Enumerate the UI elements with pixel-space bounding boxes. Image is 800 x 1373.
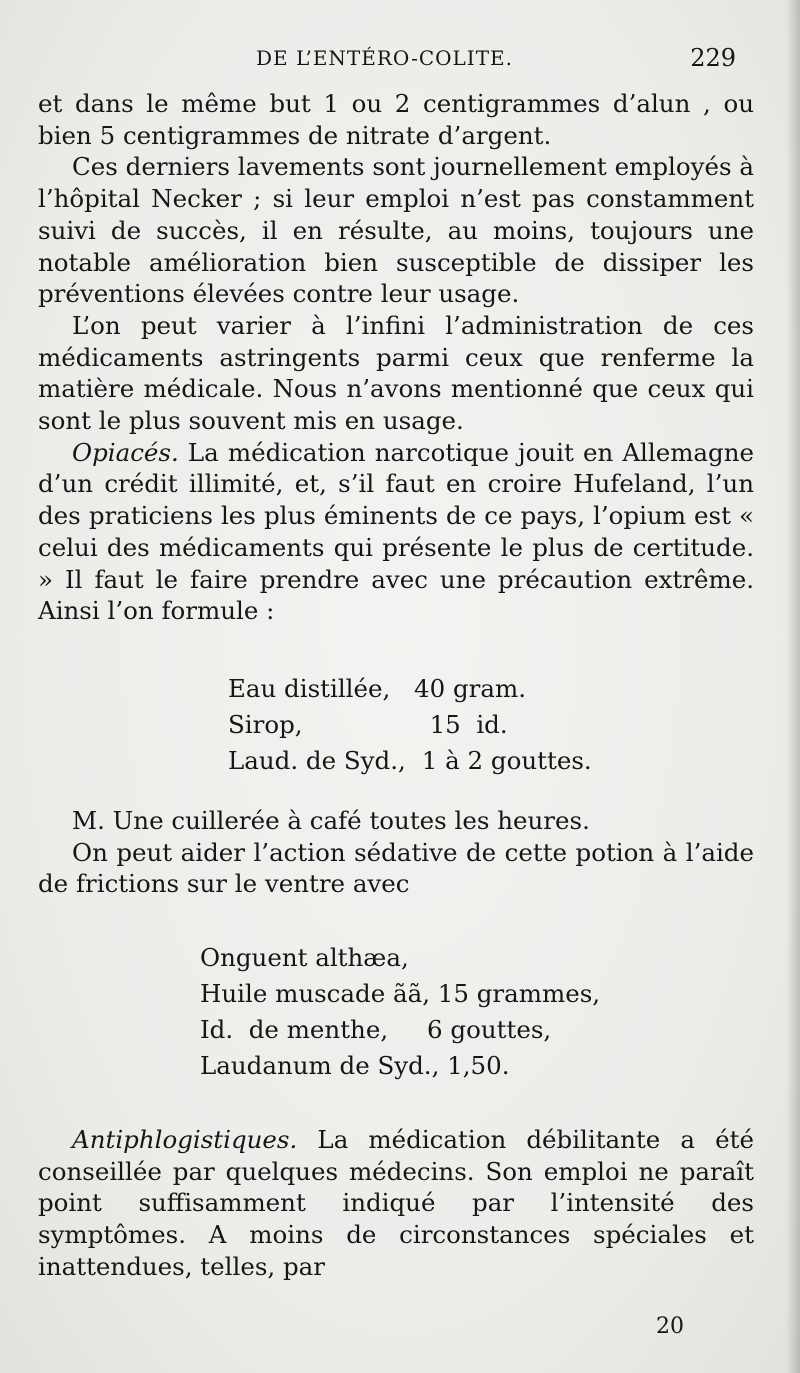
paragraph-antiphlogistiques bbox=[38, 1124, 754, 1283]
page-header bbox=[0, 44, 800, 80]
ingredient: Sirop, bbox=[228, 709, 303, 739]
section-heading-opiaces: Opiacés. bbox=[72, 437, 179, 467]
paragraph-frictions: On peut aider l’action sédative de cette potion à l’aide de frictions sur le ventre avec bbox=[38, 837, 754, 899]
ingredient: Laud. de Syd., bbox=[228, 745, 406, 775]
ingredient: Eau distillée, bbox=[228, 673, 391, 703]
formula-frictions bbox=[38, 940, 754, 1084]
formula-row bbox=[228, 707, 754, 743]
paragraph-1: et dans le même but 1 ou 2 centigrammes d’alun , ou bien 5 centigrammes de nitrate d’argent. bbox=[38, 89, 754, 150]
formula-line: Onguent althæa, bbox=[200, 943, 409, 973]
paragraph-opiaces bbox=[38, 437, 754, 627]
paragraph-m: M. Une cuillerée à café toutes les heures. bbox=[72, 805, 590, 835]
dose: 40 gram. bbox=[414, 673, 526, 703]
formula-potion bbox=[38, 671, 754, 779]
page-number: 229 bbox=[690, 44, 736, 72]
running-title: DE L’ENTÉRO-COLITE. bbox=[256, 46, 513, 70]
formula-row bbox=[228, 743, 754, 779]
formula-line: Laudanum de Syd., 1,50. bbox=[200, 1051, 510, 1081]
formula-line: Id. de menthe, 6 gouttes, bbox=[200, 1015, 552, 1045]
formula-row bbox=[228, 671, 754, 707]
paragraph-3: L’on peut varier à l’infini l’administration de ces médicaments astringents parmi ceux que renferme la matière médicale. Nous n’avons mentionné que ceux qui sont le plus souvent mis en usage. bbox=[38, 310, 754, 436]
dose: 1 à 2 gouttes. bbox=[414, 745, 592, 775]
formula-line: Huile muscade ãã, 15 grammes, bbox=[200, 979, 601, 1009]
paragraph-opiaces-text: La médication narcotique jouit en Allemagne d’un crédit illimité, et, s’il faut en croire Hufeland, l’un des praticiens les plus éminents de ce pays, l’opium est « celui des médicaments qui présente le plus de certitude. » Il faut le faire prendre avec une précaution extrême. Ainsi l’on formule : bbox=[38, 437, 754, 626]
signature-mark: 20 bbox=[656, 1314, 684, 1339]
dose: 15 id. bbox=[414, 709, 508, 739]
body-text bbox=[38, 88, 754, 1283]
section-heading-antiphlogistiques: Antiphlogistiques. bbox=[72, 1125, 298, 1155]
paragraph-antiphlogistiques-text: La médication débilitante a été conseillée par quelques médecins. Son emploi ne paraît point suffisamment indiqué par l’intensité des symptômes. A moins de circonstances spéciales et inattendues, telles, par bbox=[38, 1125, 754, 1281]
paragraph-2: Ces derniers lavements sont journellement employés à l’hôpital Necker ; si leur emploi n’est pas constamment suivi de succès, il en résulte, au moins, toujours une notable amélioration bien susceptible de dissiper les préventions élevées contre leur usage. bbox=[38, 152, 754, 309]
page-edge-shadow bbox=[786, 0, 800, 1373]
